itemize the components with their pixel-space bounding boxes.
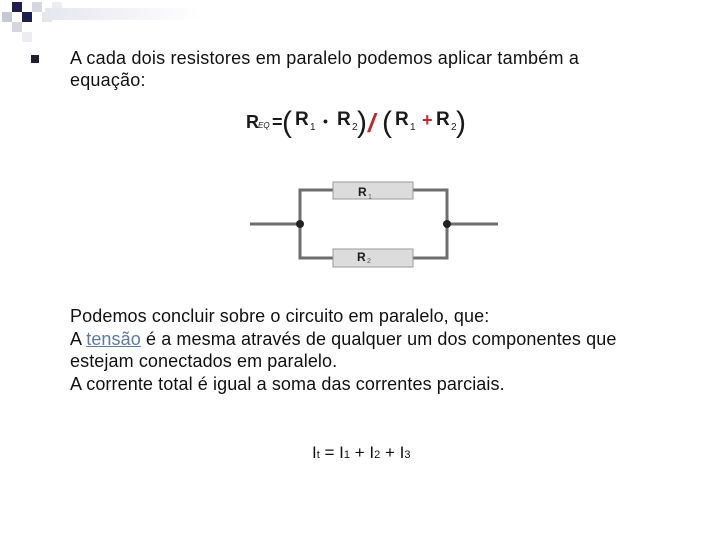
corner-square bbox=[22, 32, 32, 42]
current-equation bbox=[312, 443, 411, 463]
formula-slash: / bbox=[368, 108, 376, 138]
formula-paren: ) bbox=[357, 106, 367, 139]
eq-term-3-sub: 3 bbox=[404, 449, 411, 461]
resistor-r2-label: R bbox=[357, 250, 366, 264]
eq-plus-2: + bbox=[380, 443, 400, 462]
corner-square bbox=[32, 2, 42, 12]
parallel-resistance-formula bbox=[242, 102, 482, 142]
conclusion-line-2-post: é a mesma através de qualquer um dos componentes que bbox=[140, 328, 617, 349]
bullet-square bbox=[31, 55, 39, 63]
resistor-r1-sub: 1 bbox=[368, 194, 372, 201]
formula-r1: R bbox=[395, 109, 409, 130]
corner-stripe bbox=[45, 8, 200, 20]
wire-top-right bbox=[413, 190, 447, 224]
wire-bottom-right bbox=[413, 224, 447, 258]
formula-paren: ( bbox=[382, 106, 392, 139]
conclusion-line-4: A corrente total é igual a soma das correntes parciais. bbox=[70, 373, 505, 394]
formula-r2-sub: 2 bbox=[352, 122, 358, 133]
conclusion-line-2 bbox=[70, 328, 690, 351]
corner-square bbox=[2, 12, 12, 22]
resistor-r1-label: R bbox=[358, 185, 367, 199]
resistor-r1 bbox=[333, 182, 413, 199]
wire-top-left bbox=[300, 190, 333, 224]
formula-paren: ) bbox=[456, 106, 466, 139]
eq-term-1: I bbox=[339, 443, 344, 462]
corner-square bbox=[12, 2, 22, 12]
eq-term-1-sub: 1 bbox=[343, 449, 351, 461]
tensao-link[interactable]: tensão bbox=[86, 328, 141, 349]
eq-lhs-sub: t bbox=[316, 449, 320, 461]
corner-decoration bbox=[0, 0, 200, 40]
parallel-circuit-diagram bbox=[248, 178, 518, 273]
wire-bottom-left bbox=[300, 224, 333, 258]
corner-square bbox=[22, 12, 32, 22]
formula-r2-sub: 2 bbox=[451, 122, 457, 133]
eq-plus-1: + bbox=[350, 443, 370, 462]
resistor-r2-sub: 2 bbox=[367, 258, 371, 265]
eq-lhs: I bbox=[312, 443, 317, 462]
eq-term-3: I bbox=[399, 443, 405, 462]
junction-node-left bbox=[296, 220, 304, 228]
conclusion-line-2-pre: A bbox=[70, 328, 87, 349]
formula-r1-sub: 1 bbox=[410, 122, 416, 133]
formula-plus: + bbox=[422, 110, 433, 130]
formula-req-sub: EQ bbox=[258, 121, 270, 130]
corner-square bbox=[12, 22, 22, 32]
formula-dot: • bbox=[323, 113, 328, 129]
intro-paragraph bbox=[70, 47, 670, 91]
formula-paren: ( bbox=[282, 106, 292, 139]
formula-r1-sub: 1 bbox=[310, 122, 316, 133]
conclusion-line-3: estejam conectados em paralelo. bbox=[70, 351, 338, 371]
eq-term-2-sub: 2 bbox=[374, 449, 381, 461]
conclusion-paragraph bbox=[70, 305, 690, 395]
formula-r1: R bbox=[295, 109, 309, 130]
formula-eq: = bbox=[272, 112, 283, 132]
formula-r2: R bbox=[337, 109, 351, 130]
formula-r2: R bbox=[436, 109, 450, 130]
resistor-r2 bbox=[333, 249, 413, 267]
intro-line-1: A cada dois resistores em paralelo podemos aplicar também a bbox=[70, 48, 580, 68]
conclusion-line-1: Podemos concluir sobre o circuito em paralelo, que: bbox=[70, 306, 490, 326]
eq-term-2: I bbox=[369, 443, 375, 462]
formula-req: R bbox=[246, 112, 259, 132]
junction-node-right bbox=[443, 220, 451, 228]
intro-line-2: equação: bbox=[70, 70, 146, 90]
eq-equals: = bbox=[319, 443, 340, 462]
